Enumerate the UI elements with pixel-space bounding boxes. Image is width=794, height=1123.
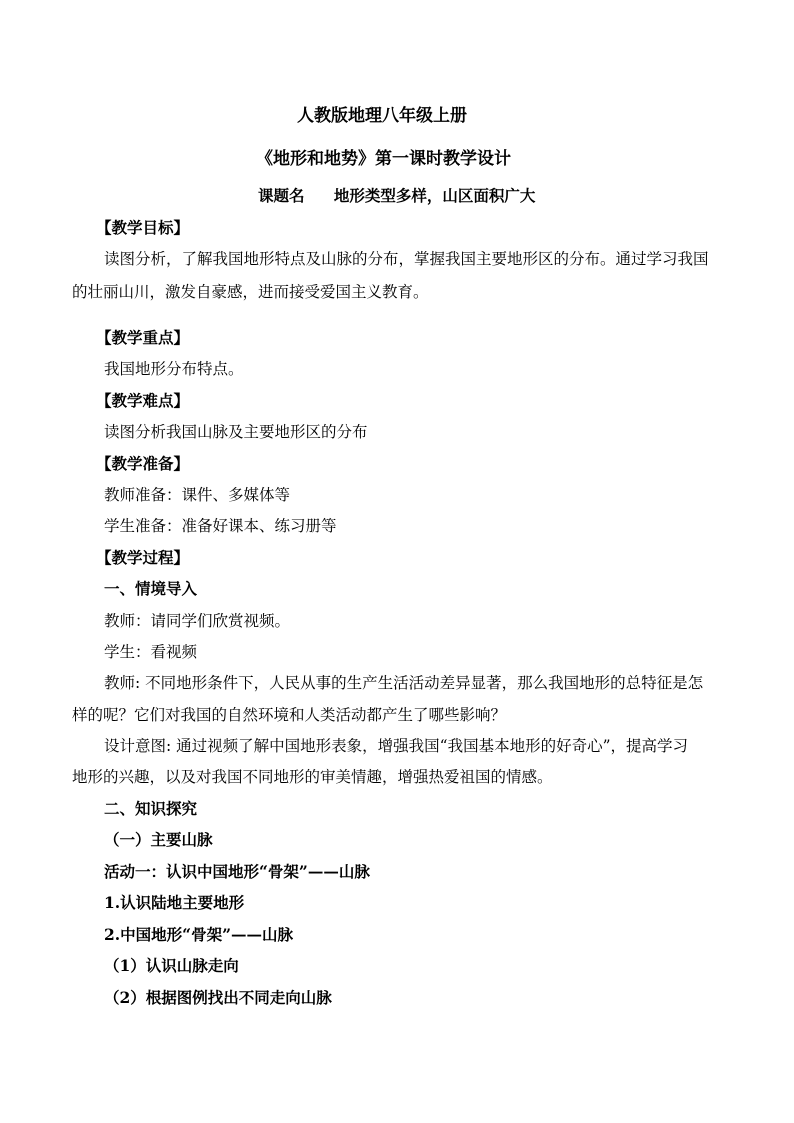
difficulty-heading: 【教学难点】 <box>96 391 190 410</box>
difficulty-text: 读图分析我国山脉及主要地形区的分布 <box>104 423 368 441</box>
item2-2: （2）根据图例找出不同走向山脉 <box>104 988 332 1007</box>
part1-design-line2: 地形的兴趣，以及对我国不同地形的审美情趣，增强热爱祖国的情感。 <box>72 768 553 786</box>
sub1-heading: （一）主要山脉 <box>104 830 213 849</box>
goal-heading: 【教学目标】 <box>96 218 190 237</box>
part1-teacher2-line2: 样的呢？它们对我国的自然环境和人类活动都产生了哪些影响？ <box>72 706 507 724</box>
document-title: 人教版地理八年级上册 <box>297 106 467 126</box>
prep-heading: 【教学准备】 <box>96 454 190 473</box>
prep-teacher: 教师准备：课件、多媒体等 <box>104 486 291 504</box>
document-subtitle: 《地形和地势》第一课时教学设计 <box>256 149 511 169</box>
subject-label: 课题名 <box>258 186 305 205</box>
part1-teacher2-line1: 教师: 不同地形条件下，人民从事的生产生活活动差异显著，那么我国地形的总特征是怎 <box>104 674 704 692</box>
process-heading: 【教学过程】 <box>96 548 190 567</box>
part1-design-line1: 设计意图: 通过视频了解中国地形表象，增强我国“我国基本地形的好奇心”，提高学习 <box>104 737 689 755</box>
key-text: 我国地形分布特点。 <box>104 360 244 378</box>
goal-text-line2: 的壮丽山川，激发自豪感，进而接受爱国主义教育。 <box>72 283 429 301</box>
item2: 2.中国地形“骨架”——山脉 <box>104 925 294 944</box>
key-heading: 【教学重点】 <box>96 328 190 347</box>
item2-1: （1）认识山脉走向 <box>104 956 239 975</box>
part2-heading: 二、知识探究 <box>104 799 198 818</box>
goal-text-line1: 读图分析，了解我国地形特点及山脉的分布，掌握我国主要地形区的分布。通过学习我国 <box>104 250 709 268</box>
prep-student: 学生准备：准备好课本、练习册等 <box>104 517 337 535</box>
part1-student: 学生：看视频 <box>104 643 198 661</box>
activity1-heading: 活动一：认识中国地形“骨架”——山脉 <box>104 862 370 881</box>
subject-value: 地形类型多样，山区面积广大 <box>333 186 536 205</box>
subject-line <box>258 186 535 206</box>
item1: 1.认识陆地主要地形 <box>104 893 245 912</box>
part1-heading: 一、情境导入 <box>104 579 198 598</box>
part1-teacher: 教师：请同学们欣赏视频。 <box>104 612 291 630</box>
